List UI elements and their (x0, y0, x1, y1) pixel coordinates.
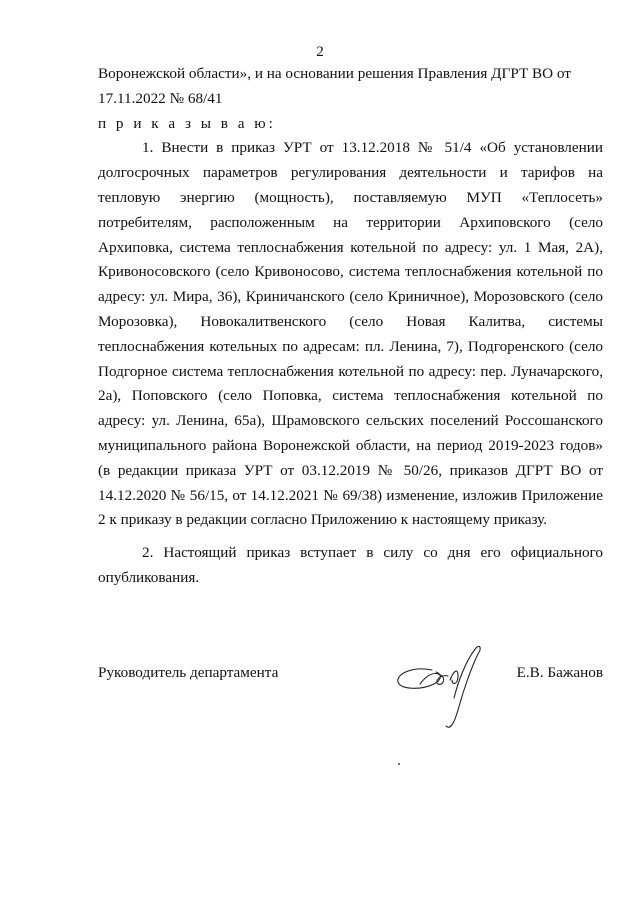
order-item-2: 2. Настоящий приказ вступает в силу со дня его официального опубликования. (98, 544, 603, 586)
continuation-paragraph: Воронежской области», и на основании решения Правления ДГРТ ВО от 17.11.2022 № 68/41 (98, 65, 571, 107)
signature-block (98, 664, 603, 694)
signatory-title: Руководитель департамента (98, 664, 279, 681)
document-body (98, 62, 603, 591)
stray-mark (398, 763, 400, 765)
handwritten-signature-icon (392, 640, 502, 730)
page-number: 2 (316, 44, 324, 60)
order-heading: п р и к а з ы в а ю: (98, 114, 276, 132)
order-item-1: 1. Внести в приказ УРТ от 13.12.2018 № 51/4 «Об установлении долгосрочных параметров регулирования деятельности и тарифов на тепловую энергию (мощность), поставляемую МУП «Теплосеть» потребителям, расположенным на территории Архиповского (село Архиповка, система теплоснабжения котельной по адресу: ул. 1 Мая, 2А), Кривоносовского (село Кривоносово, система теплоснабжения котельной по адресу: ул. Мира, 36), Криничанского (село Криничное), Морозовского (село Морозовка), Новокалитвенского (село Новая Калитва, системы теплоснабжения котельных по адресам: пл. Ленина, 7), Подгоренского (село Подгорное система теплоснабжения котельной по адресу: пер. Луначарского, 2а), Поповского (село Поповка, система теплоснабжения котельной по адресу: ул. Ленина, 65а), Шрамовского сельских поселений Россошанского муниципального района Воронежской области, на период 2019-2023 годов» (в редакции приказа УРТ от 03.12.2019 № 50/26, приказов ДГРТ ВО от 14.12.2020 № 56/15, от 14.12.2021 № 69/38) изменение, изложив Приложение 2 к приказу в редакции согласно Приложению к настоящему приказу. (98, 139, 603, 529)
signatory-name: Е.В. Бажанов (516, 664, 603, 681)
